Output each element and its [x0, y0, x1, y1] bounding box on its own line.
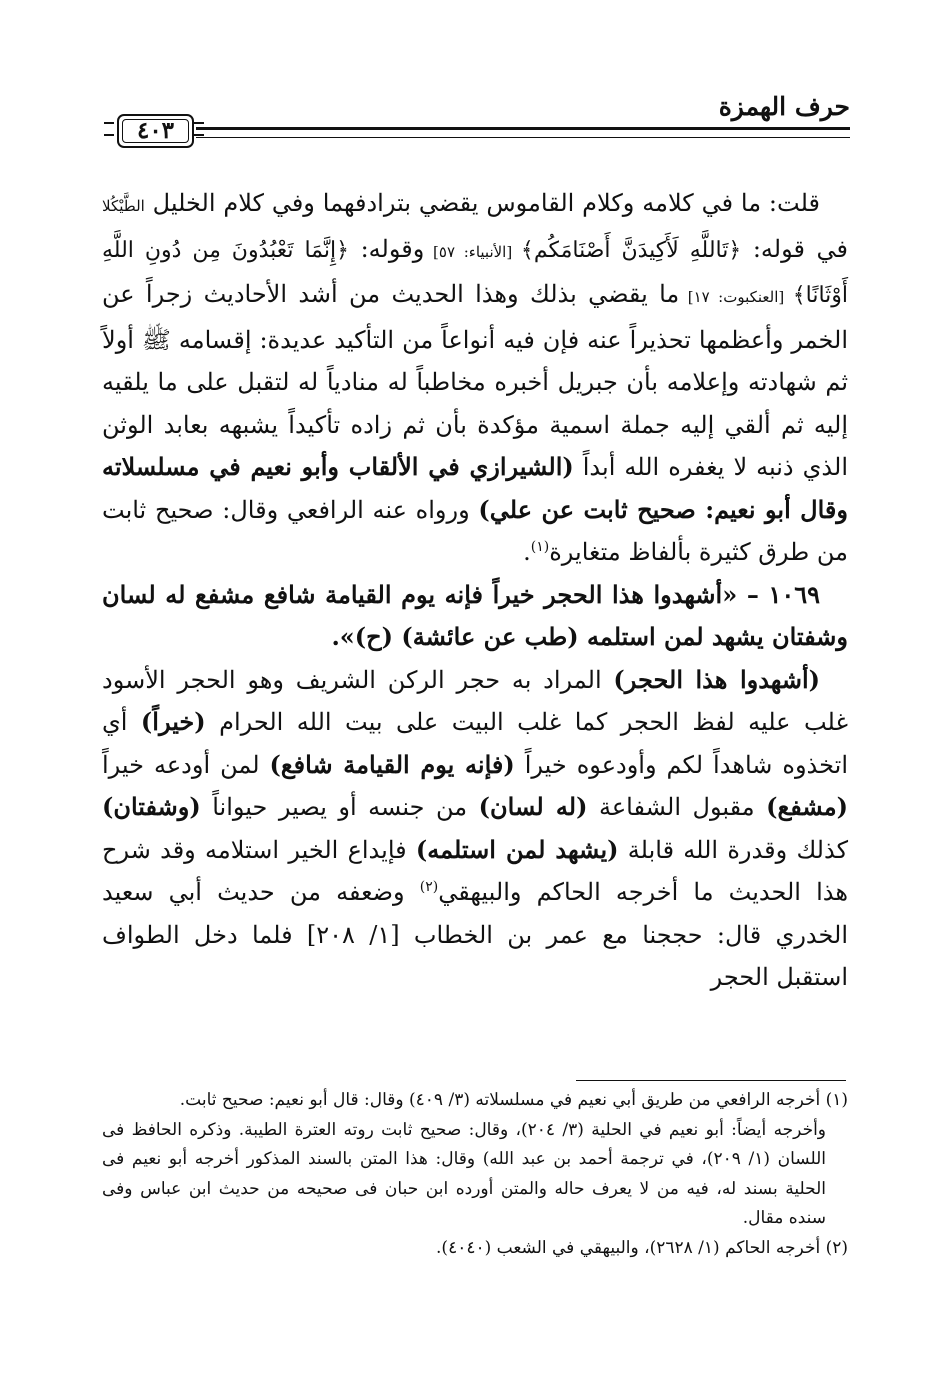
text-run: من جنسه أو يصير حيواناً: [200, 793, 479, 821]
page-number-ornament-right: [194, 122, 204, 136]
text-run: قلت: ما في كلامه وكلام القاموس يقضي بترادفهما وفي كلام الخليل: [144, 189, 820, 217]
main-text: [102, 182, 848, 999]
text-run: .: [523, 538, 531, 566]
page-header: [104, 92, 850, 152]
text-run: في قوله:: [741, 234, 849, 263]
text-run: مقبول الشفاعة: [587, 793, 767, 821]
lemma: (مشفع): [766, 792, 849, 821]
verse-reference: [الأنبياء: ٥٧]: [424, 242, 521, 261]
text-run: لمن أودعه خيراً: [102, 750, 270, 779]
verse-reference: [العنكبوت: ١٧]: [679, 288, 793, 306]
hadith-entry: [102, 574, 848, 659]
footnote-separator: [576, 1080, 846, 1081]
text-run: كذلك وقدرة الله قابلة: [618, 835, 849, 864]
footnote-2: (٢) أخرجه الحاكم (١/ ٢٦٢٨)، والبيهقي في الشعب (٤٠٤٠).: [436, 1237, 848, 1258]
lemma: (خيراً): [140, 707, 206, 736]
honorific-glyph: الطَّيْكُلا: [102, 197, 145, 215]
quran-verse: ﴿تَاللَّهِ لَأَكِيدَنَّ أَصْنَامَكُم﴾: [520, 237, 742, 263]
lemma: (فإنه يوم القيامة شافع): [269, 749, 515, 779]
text-run: أي اتخذوه شاهداً لكم وأودعوه خيراً: [102, 708, 848, 779]
source-citation: (الشيرازي في الألقاب وأبو نعيم في مسلسلاته وقال أبو نعيم: صحيح ثابت عن علي): [102, 452, 848, 524]
text-run: فإيداع الخير استلامه وقد شرح هذا الحديث ما أخرجه الحاكم والبيهقي: [102, 835, 848, 906]
commentary-paragraph-1: [102, 182, 848, 574]
footnote-1: (١) أخرجه الرافعي من طريق أبي نعيم في مسلسلاته (٣/ ٤٠٩) وقال: قال أبو نعيم: صحيح ثابت.: [179, 1090, 848, 1110]
hadith-number: ١٠٦٩ –: [737, 579, 820, 609]
footnote-1-continued: وأخرجه أيضاً: أبو نعيم في الحلية (٣/ ٢٠٤)، وقال: صحيح ثابت روته العترة الطيبة. وذكره الحافظ فى اللسان (١/ ٢٠٩)، في ترجمة أحمد بن عبد الله) وقال: هذا المتن بالسند المذكور أخرجه أبو نعيم فى الحلية بسند له، فيه من لا يعرف حاله والمتن أورده ابن حبان فى صحيحه من حديث ابن عباس وفى سنده مقال.: [102, 1119, 827, 1228]
lemma: (أشهدوا هذا الحجر): [613, 664, 821, 694]
hadith-text: «أشهدوا هذا الحجر خيراً فإنه يوم القيامة شافع مشفع له لسان وشفتان يشهد لمن استلمه (طب عن عائشة) (ح)».: [102, 579, 848, 651]
footnote-marker: (٢): [419, 879, 439, 895]
lemma: (وشفتان): [102, 792, 201, 821]
quran-verse: ﴿إِنَّمَا تَعْبُدُونَ مِن دُونِ اللَّهِ أَوْثَانًا﴾: [102, 237, 849, 308]
footnotes: [102, 1086, 848, 1263]
page-number-ornament-left: [104, 122, 114, 136]
footnote-marker: (١): [530, 539, 550, 555]
text-run: وقوله:: [349, 234, 425, 263]
commentary-paragraph-2: [102, 659, 848, 999]
text-run: وضعفه من حديث أبي سعيد الخدري قال: حججنا مع عمر بن الخطاب [١/ ٢٠٨] فلما دخل الطواف استقبل الحجر: [102, 878, 848, 991]
page-number: ٤٠٣: [117, 114, 194, 148]
running-title: حرف الهمزة: [718, 92, 850, 121]
text-run: ورواه عنه الرافعي وقال: صحيح ثابت من طرق كثيرة بألفاظ متغايرة: [102, 495, 848, 566]
text-run: ما يقضي بذلك وهذا الحديث من أشد الأحاديث زجراً عن الخمر وأعظمها تحذيراً عنه فإن فيه أنواعاً من التأكيد عديدة: إقسامه ﷺ أولاً ثم شهادته وإعلامه بأن جبريل أخبره مخاطباً له منادياً له لتقبل على ما يلقيه إليه ثم ألقي إليه جملة اسمية مؤكدة بأن ثم زاده تأكيداً يشبهه بعابد الوثن الذي ذنبه لا يغفره الله أبداً: [102, 280, 849, 481]
lemma: (له لسان): [478, 792, 588, 821]
header-rule: [196, 127, 850, 130]
text-run: المراد به حجر الركن الشريف وهو الحجر الأسود غلب عليه لفظ الحجر كما غلب البيت على بيت الله الحرام: [102, 665, 849, 736]
header-rule-thin: [196, 137, 850, 138]
lemma: (يشهد لمن استلمه): [415, 834, 619, 864]
